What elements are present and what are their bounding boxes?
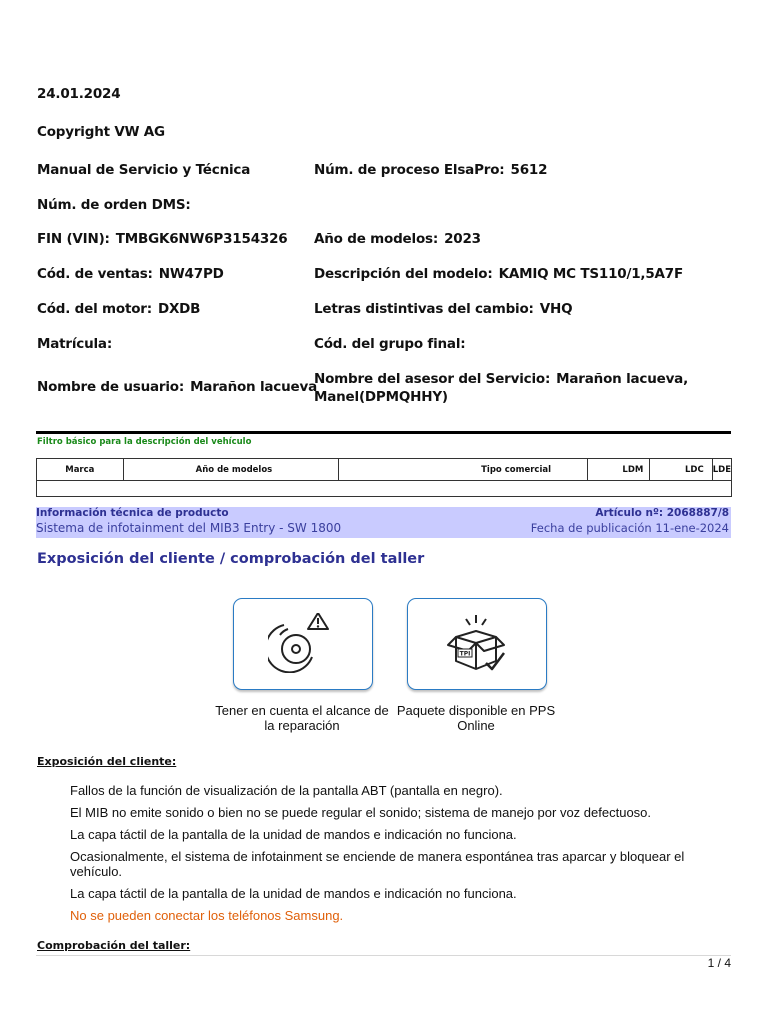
final-group-label: Cód. del grupo final: [314, 336, 466, 352]
model-year [314, 231, 481, 247]
col-commercial-type: Tipo comercial [338, 459, 587, 481]
vehicle-filter-title: Filtro básico para la descripción del vehículo [37, 437, 252, 447]
tpi-package-card[interactable] [407, 598, 547, 690]
list-item-highlight: No se pueden conectar los teléfonos Samsung. [70, 908, 344, 923]
vin-value: TMBGK6NW6P3154326 [115, 231, 288, 247]
gearbox-value: VHQ [539, 301, 573, 317]
user-label: Nombre de usuario: [37, 379, 185, 395]
svg-text:TPI: TPI [459, 650, 471, 658]
document-date: 24.01.2024 [37, 86, 121, 102]
col-ldc: LDC [650, 459, 712, 481]
workshop-heading: Comprobación del taller: [37, 939, 191, 952]
list-item: Fallos de la función de visualización de la pantalla ABT (pantalla en negro). [70, 783, 503, 798]
sales-code-value: NW47PD [158, 266, 224, 282]
list-item: El MIB no emite sonido o bien no se puede regular el sonido; sistema de manejo por voz defectuoso. [70, 805, 652, 820]
table-row [37, 481, 732, 497]
engine-label: Cód. del motor: [37, 301, 152, 317]
col-ldm: LDM [588, 459, 650, 481]
repair-scope-card[interactable] [233, 598, 373, 690]
user-value: Marañon lacueva [190, 379, 317, 395]
section-divider [36, 431, 731, 434]
article-number: Artículo nº: 2068887/8 [595, 507, 729, 519]
brake-warning-icon [268, 613, 338, 673]
footer-divider [36, 955, 731, 956]
product-info-subtitle: Sistema de infotainment del MIB3 Entry - SW 1800 [36, 521, 342, 535]
sales-code-label: Cód. de ventas: [37, 266, 153, 282]
gearbox-label: Letras distintivas del cambio: [314, 301, 534, 317]
copyright: Copyright VW AG [37, 124, 165, 140]
col-model-year: Año de modelos [123, 459, 338, 481]
engine-value: DXDB [157, 301, 201, 317]
advisor-value-2: Manel(DPMQHHY) [314, 389, 448, 405]
user-name [37, 379, 317, 395]
model-year-value: 2023 [444, 231, 481, 247]
vehicle-filter-table [36, 458, 732, 497]
list-item: Ocasionalmente, el sistema de infotainment se enciende de manera espontánea tras aparcar y bloquear el vehículo. [70, 849, 685, 879]
page-counter: 1 / 4 [707, 956, 731, 970]
process-number [314, 162, 547, 178]
sales-code [37, 266, 224, 282]
dms-order-label: Núm. de orden DMS: [37, 197, 191, 213]
process-label: Núm. de proceso ElsaPro: [314, 162, 505, 178]
product-info-title: Información técnica de producto [36, 507, 229, 519]
product-info-band [36, 507, 731, 538]
col-marca: Marca [37, 459, 124, 481]
plate-label: Matrícula: [37, 336, 113, 352]
advisor-label: Nombre del asesor del Servicio: [314, 371, 551, 387]
model-desc-label: Descripción del modelo: [314, 266, 493, 282]
customer-heading: Exposición del cliente: [37, 755, 177, 768]
col-lde: LDE [712, 459, 731, 481]
publication-date: Fecha de publicación 11-ene-2024 [530, 521, 729, 535]
engine-code [37, 301, 200, 317]
gearbox-code [314, 301, 572, 317]
customer-complaints-list [70, 783, 710, 930]
table-header-row [37, 459, 732, 481]
list-item: La capa táctil de la pantalla de la unidad de mandos e indicación no funciona. [70, 827, 517, 842]
process-value: 5612 [510, 162, 548, 178]
advisor-value: Marañon lacueva, [556, 371, 689, 387]
empty-cell [37, 481, 732, 497]
model-year-label: Año de modelos: [314, 231, 439, 247]
tpi-package-icon [442, 613, 512, 675]
tpi-package-caption: Paquete disponible en PPS Online [396, 703, 556, 733]
vin [37, 231, 287, 247]
model-desc-value: KAMIQ MC TS110/1,5A7F [498, 266, 683, 282]
vin-label: FIN (VIN): [37, 231, 110, 247]
repair-scope-caption: Tener en cuenta el alcance de la reparación [215, 703, 389, 733]
model-description [314, 266, 683, 282]
service-advisor [314, 370, 688, 406]
section-title: Exposición del cliente / comprobación del taller [37, 551, 425, 567]
manual-title: Manual de Servicio y Técnica [37, 162, 251, 178]
list-item: La capa táctil de la pantalla de la unidad de mandos e indicación no funciona. [70, 886, 517, 901]
